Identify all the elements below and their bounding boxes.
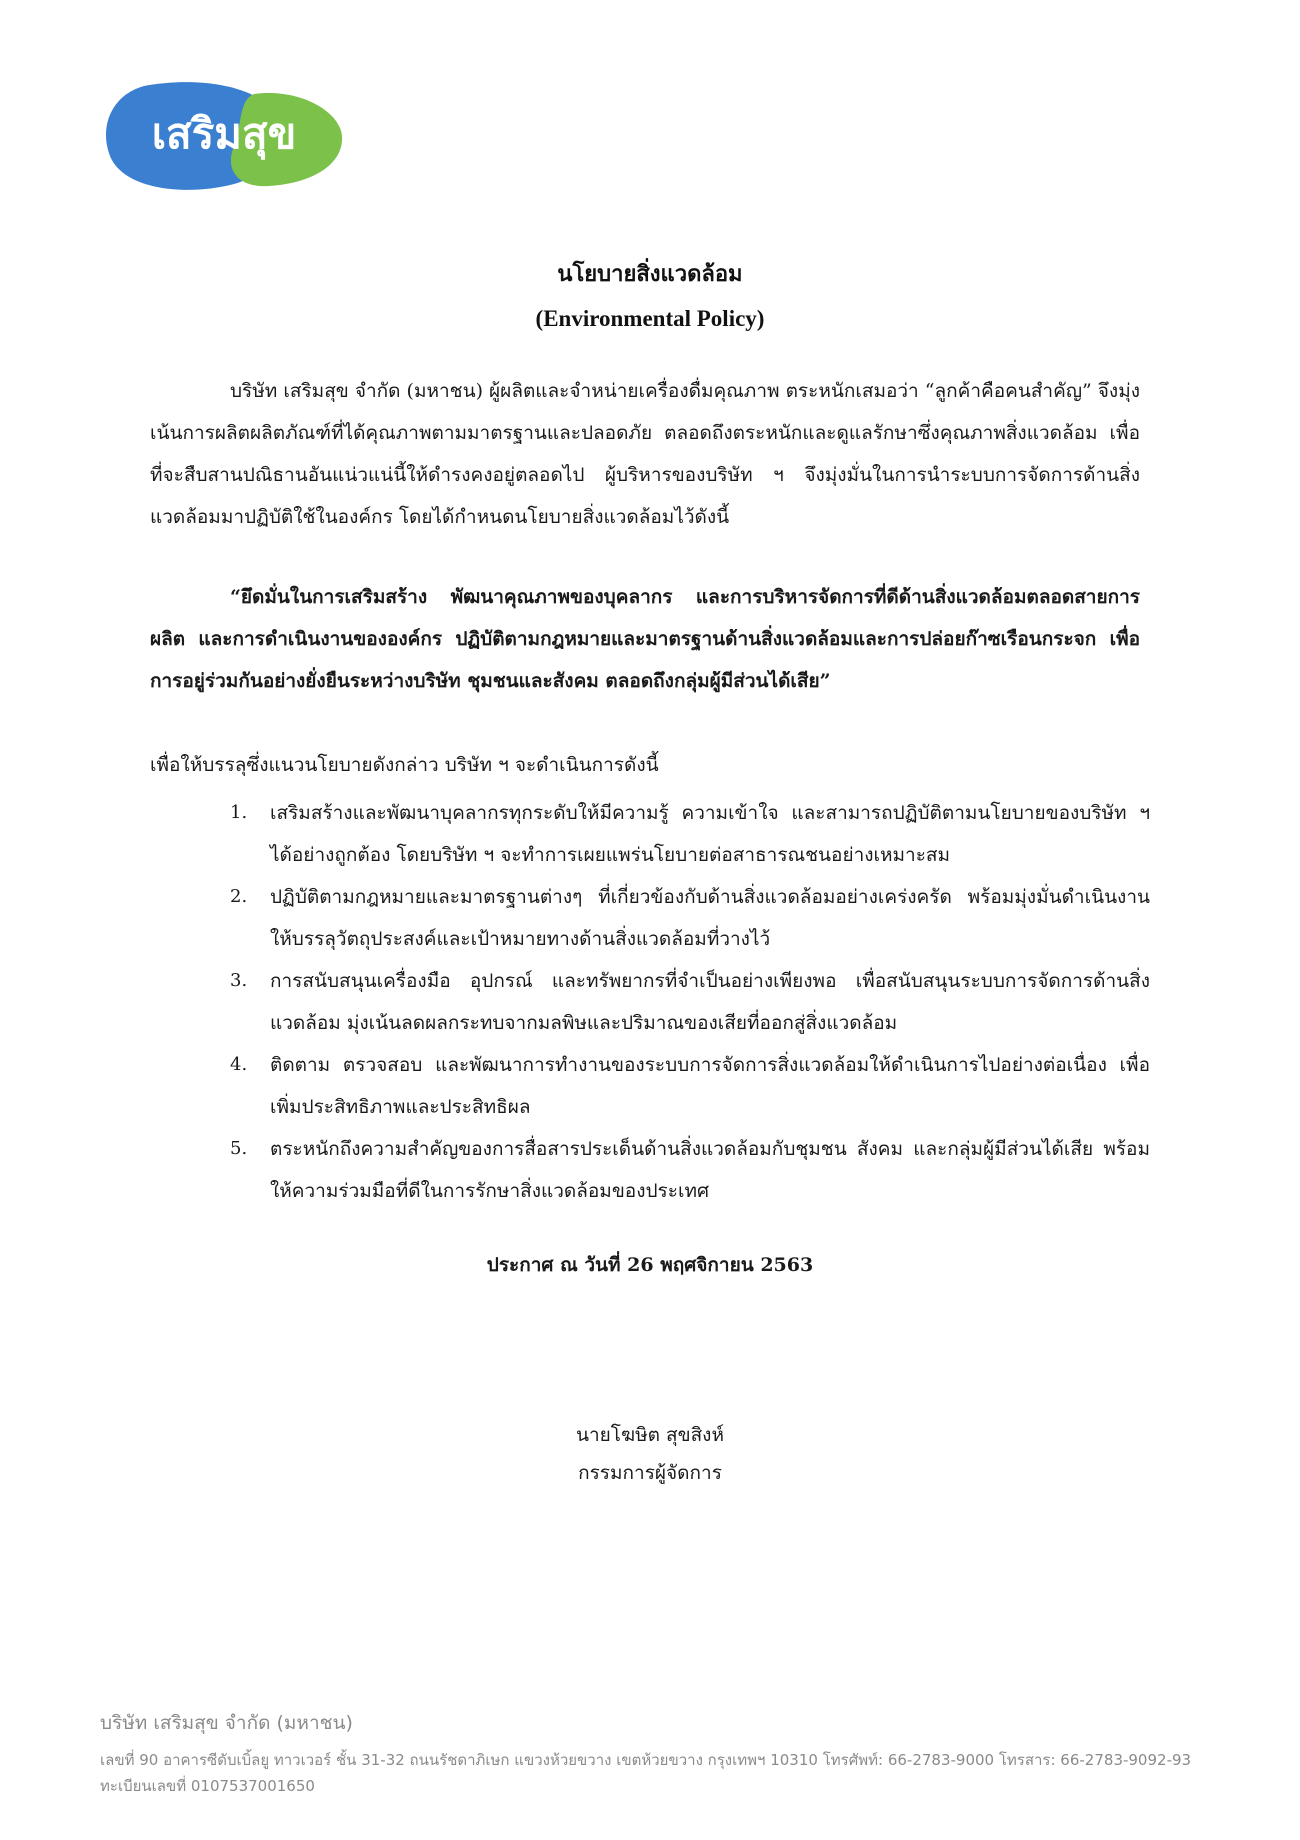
footer-address: เลขที่ 90 อาคารซีดับเบิ้ลยู ทาวเวอร์ ชั้น 31-32 ถนนรัชดาภิเษก แขวงห้วยขวาง เขตห้วยขวาง กรุงเทพฯ 10310 โทรศัพท์: 66-2783-9000 โทรสาร: 66-2783-9092-93 — [100, 1751, 1192, 1769]
signatory-position: กรรมการผู้จัดการ — [578, 1462, 722, 1484]
page-title: นโยบายสิ่งแวดล้อม — [557, 261, 743, 287]
footer-company: บริษัท เสริมสุข จำกัด (มหาชน) — [100, 1712, 353, 1734]
company-logo — [104, 76, 344, 196]
logo-graphic — [104, 76, 344, 196]
list-item-number: 4. — [230, 1054, 248, 1075]
list-item-number: 3. — [230, 970, 248, 991]
logo-text: เสริมสุข — [151, 109, 297, 158]
list-item — [150, 960, 1150, 1044]
intro-paragraph: บริษัท เสริมสุข จำกัด (มหาชน) ผู้ผลิตและจำหน่ายเครื่องดื่มคุณภาพ ตระหนักเสมอว่า “ลูกค้าคือคนสำคัญ” จึงมุ่งเน้นการผลิตผลิตภัณฑ์ที่ได้คุณภาพตามมาตรฐานและปลอดภัย ตลอดถึงตระหนักและดูแลรักษาซึ่งคุณภาพสิ่งแวดล้อม เพื่อที่จะสืบสานปณิธานอันแน่วแน่นี้ให้ดำรงคงอยู่ตลอดไป ผู้บริหารของบริษัท ฯ จึงมุ่งมั่นในการนำระบบการจัดการด้านสิ่งแวดล้อมมาปฏิบัติใช้ในองค์กร โดยได้กำหนดนโยบายสิ่งแวดล้อมไว้ดังนี้ — [150, 380, 1140, 528]
list-item — [150, 1128, 1150, 1212]
list-item — [150, 876, 1150, 960]
list-item — [150, 1044, 1150, 1128]
list-item-text: เสริมสร้างและพัฒนาบุคลากรทุกระดับให้มีความรู้ ความเข้าใจ และสามารถปฏิบัติตามนโยบายของบริษัท ฯ ได้อย่างถูกต้อง โดยบริษัท ฯ จะทำการเผยแพร่นโยบายต่อสาธารณชนอย่างเหมาะสม — [270, 802, 1150, 866]
list-item-text: การสนับสนุนเครื่องมือ อุปกรณ์ และทรัพยากรที่จำเป็นอย่างเพียงพอ เพื่อสนับสนุนระบบการจัดการด้านสิ่งแวดล้อม มุ่งเน้นลดผลกระทบจากมลพิษและปริมาณของเสียที่ออกสู่สิ่งแวดล้อม — [270, 970, 1150, 1034]
list-item-number: 2. — [230, 886, 248, 907]
list-item-number: 1. — [230, 802, 248, 823]
list-item-text: ติดตาม ตรวจสอบ และพัฒนาการทำงานของระบบการจัดการสิ่งแวดล้อมให้ดำเนินการไปอย่างต่อเนื่อง เพื่อเพิ่มประสิทธิภาพและประสิทธิผล — [270, 1054, 1150, 1118]
signatory-name: นายโฆษิต สุขสิงห์ — [576, 1424, 724, 1446]
list-item-text: ปฏิบัติตามกฎหมายและมาตรฐานต่างๆ ที่เกี่ยวข้องกับด้านสิ่งแวดล้อมอย่างเคร่งครัด พร้อมมุ่งมั่นดำเนินงานให้บรรลุวัตถุประสงค์และเป้าหมายทางด้านสิ่งแวดล้อมที่วางไว้ — [270, 886, 1150, 950]
list-item-number: 5. — [230, 1138, 248, 1159]
list-item — [150, 792, 1150, 876]
list-item-text: ตระหนักถึงความสำคัญของการสื่อสารประเด็นด้านสิ่งแวดล้อมกับชุมชน สังคม และกลุ่มผู้มีส่วนได้เสีย พร้อมให้ความร่วมมือที่ดีในการรักษาสิ่งแวดล้อมของประเทศ — [270, 1138, 1150, 1202]
policy-statement: “ยึดมั่นในการเสริมสร้าง พัฒนาคุณภาพของบุคลากร และการบริหารจัดการที่ดีด้านสิ่งแวดล้อมตลอดสายการผลิต และการดำเนินงานขององค์กร ปฏิบัติตามกฎหมายและมาตรฐานด้านสิ่งแวดล้อมและการปล่อยก๊าซเรือนกระจก เพื่อการอยู่ร่วมกันอย่างยั่งยืนระหว่างบริษัท ชุมชนและสังคม ตลอดถึงกลุ่มผู้มีส่วนได้เสีย” — [150, 586, 1140, 692]
page-subtitle: (Environmental Policy) — [535, 306, 765, 331]
footer-registration: ทะเบียนเลขที่ 0107537001650 — [100, 1777, 315, 1795]
policy-list — [150, 792, 1150, 1212]
list-lead: เพื่อให้บรรลุซึ่งแนวนโยบายดังกล่าว บริษัท ฯ จะดำเนินการดังนี้ — [150, 754, 659, 776]
announcement-date: ประกาศ ณ วันที่ 26 พฤศจิกายน 2563 — [486, 1254, 814, 1276]
